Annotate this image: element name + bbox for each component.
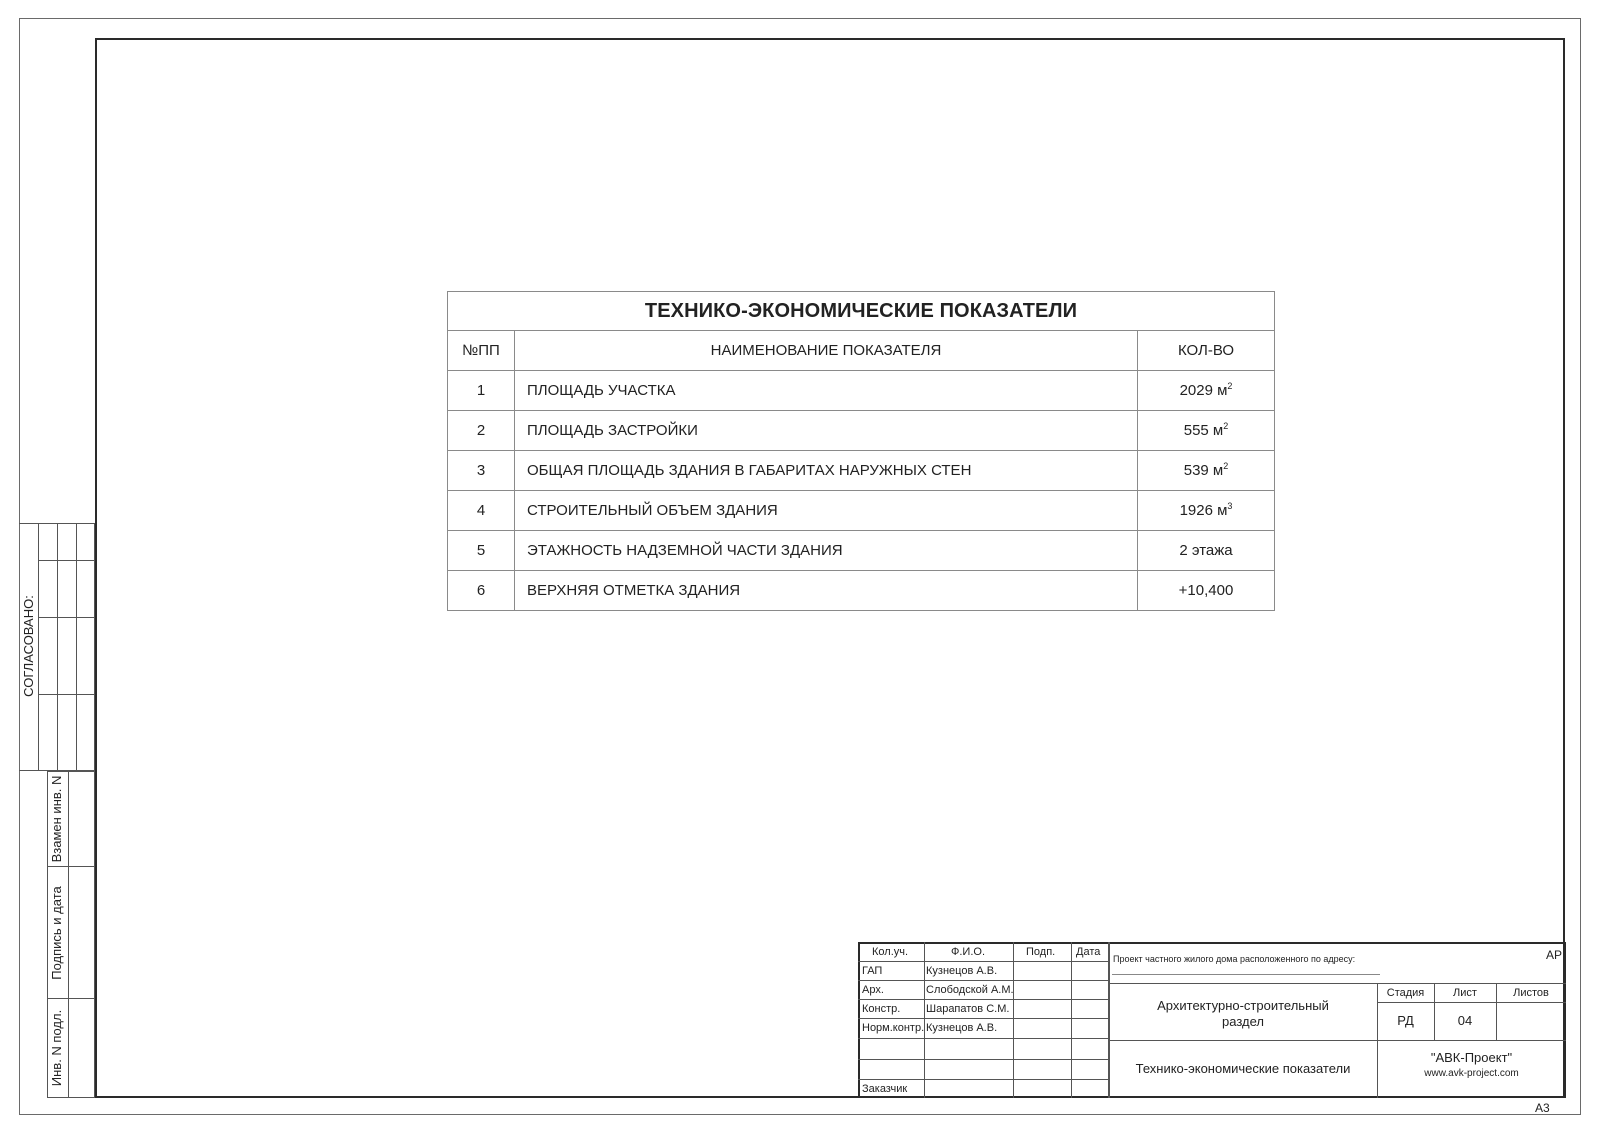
row-qty: 539 $м^2$ (1138, 451, 1275, 491)
indicators-table (447, 291, 1275, 611)
stamp-role: Норм.контр. (862, 1022, 925, 1034)
row-num: 4 (448, 491, 515, 531)
format-label: А3 (1535, 1101, 1550, 1115)
stamp-customer: Заказчик (862, 1083, 908, 1095)
stage-label: Стадия (1386, 987, 1425, 999)
project-description: Проект частного жилого дома расположенного по адресу: (1113, 954, 1356, 964)
row-name: ОБЩАЯ ПЛОЩАДЬ ЗДАНИЯ В ГАБАРИТАХ НАРУЖНЫХ СТЕН (515, 451, 1138, 491)
section-code: АР (1546, 948, 1563, 962)
row-name: ПЛОЩАДЬ УЧАСТКА (515, 371, 1138, 411)
replace-inv-label: Взамен инв. N (49, 775, 64, 863)
sheet-value: 04 (1457, 1013, 1473, 1028)
stage-value: РД (1397, 1013, 1414, 1028)
table-header-row (448, 331, 1275, 371)
stamp-person-name: Кузнецов А.В. (926, 1022, 998, 1034)
row-name: ЭТАЖНОСТЬ НАДЗЕМНОЙ ЧАСТИ ЗДАНИЯ (515, 531, 1138, 571)
stamp-role: ГАП (862, 965, 883, 977)
section-name-line1: Архитектурно-строительный (1157, 998, 1329, 1013)
stamp-role: Арх. (862, 984, 884, 996)
header-qty: КОЛ-ВО (1138, 331, 1275, 371)
sheets-label: Листов (1513, 987, 1549, 999)
stamp-header-data: Дата (1076, 946, 1101, 958)
row-name: ВЕРХНЯЯ ОТМЕТКА ЗДАНИЯ (515, 571, 1138, 611)
row-qty: 1926 $м^3$ (1138, 491, 1275, 531)
row-qty: 555 $м^2$ (1138, 411, 1275, 451)
row-name: ПЛОЩАДЬ ЗАСТРОЙКИ (515, 411, 1138, 451)
row-qty: 2029 $м^2$ (1138, 371, 1275, 411)
table-row (448, 411, 1275, 451)
company-name: "АВК-Проект" (1430, 1050, 1513, 1065)
stamp-header-kol: Кол.уч. (872, 946, 909, 958)
row-num: 6 (448, 571, 515, 611)
table-title: ТЕХНИКО-ЭКОНОМИЧЕСКИЕ ПОКАЗАТЕЛИ (448, 292, 1275, 331)
header-name: НАИМЕНОВАНИЕ ПОКАЗАТЕЛЯ (515, 331, 1138, 371)
table-row (448, 371, 1275, 411)
row-name: СТРОИТЕЛЬНЫЙ ОБЪЕМ ЗДАНИЯ (515, 491, 1138, 531)
row-qty: 2 этажа (1138, 531, 1275, 571)
section-name (1109, 998, 1377, 1030)
company-website: www.avk-project.com (1424, 1068, 1519, 1079)
row-qty: +10,400 (1138, 571, 1275, 611)
sheet-title: Технико-экономические показатели (1135, 1061, 1351, 1076)
row-num: 5 (448, 531, 515, 571)
header-num: №ПП (448, 331, 515, 371)
sheet-label: Лист (1453, 987, 1477, 999)
signature-date-label: Подпись и дата (49, 886, 64, 980)
stamp-person-name: Слободской А.М. (926, 984, 1014, 996)
row-num: 2 (448, 411, 515, 451)
section-name-line2: раздел (1222, 1014, 1264, 1029)
approved-label: СОГЛАСОВАНО: (21, 595, 36, 697)
row-num: 3 (448, 451, 515, 491)
stamp-person-name: Кузнецов А.В. (926, 965, 998, 977)
stamp-person-name: Шарапатов С.М. (926, 1003, 1010, 1015)
stamp-role: Констр. (862, 1003, 901, 1015)
stamp-header-podp: Подп. (1026, 946, 1056, 958)
row-num: 1 (448, 371, 515, 411)
table-row (448, 531, 1275, 571)
table-row (448, 571, 1275, 611)
table-row (448, 491, 1275, 531)
stamp-header-fio: Ф.И.О. (951, 946, 985, 958)
table-row (448, 451, 1275, 491)
inv-original-label: Инв. N подл. (49, 1009, 64, 1087)
